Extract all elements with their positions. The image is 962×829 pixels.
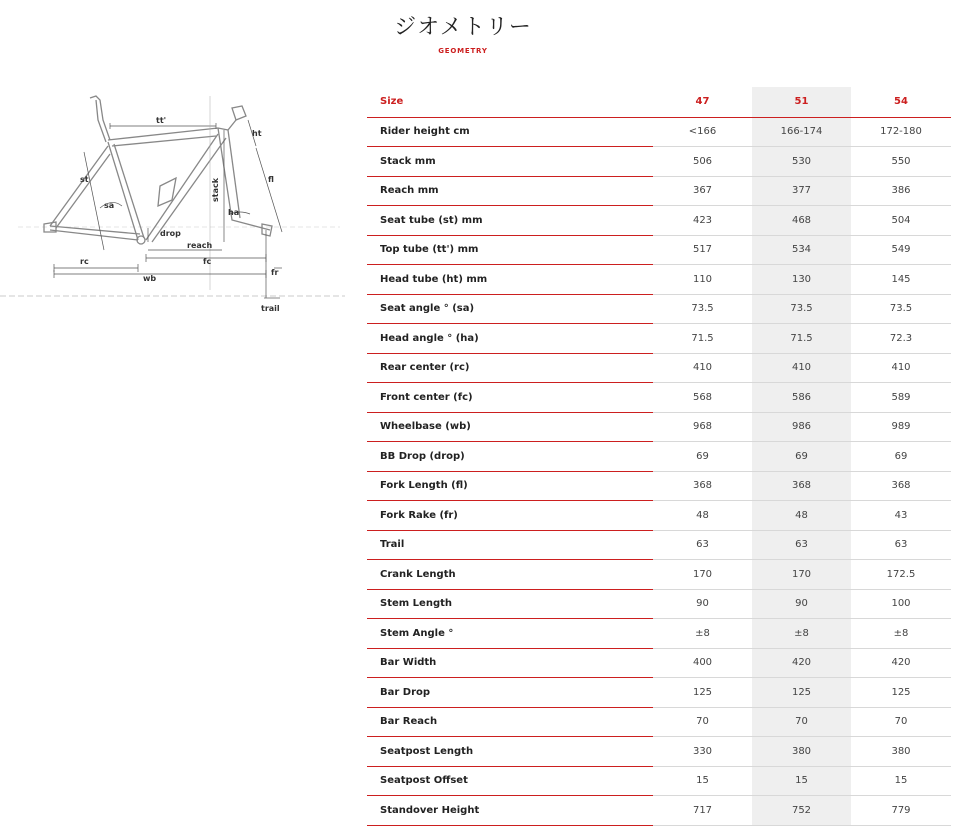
page-title: ジオメトリー xyxy=(394,15,532,40)
cell-size-54: 550 xyxy=(851,147,951,177)
table-row xyxy=(367,353,951,383)
cell-size-51: 70 xyxy=(752,707,851,737)
dimension-lines xyxy=(54,96,282,298)
label-stack: stack xyxy=(211,177,220,202)
table-row xyxy=(367,412,951,442)
cell-size-47: 110 xyxy=(653,265,752,295)
table-row xyxy=(367,589,951,619)
label-fr: fr xyxy=(271,268,279,277)
cell-size-51: 530 xyxy=(752,147,851,177)
cell-size-54: 70 xyxy=(851,707,951,737)
cell-size-51: 63 xyxy=(752,530,851,560)
row-label: Bar Drop xyxy=(367,678,653,708)
label-drop: drop xyxy=(160,229,181,238)
label-sa: sa xyxy=(104,201,115,210)
table-row xyxy=(367,471,951,501)
cell-size-47: 506 xyxy=(653,147,752,177)
cell-size-51: 15 xyxy=(752,766,851,796)
cell-size-54: 63 xyxy=(851,530,951,560)
label-trail: trail xyxy=(261,304,280,313)
row-label: Crank Length xyxy=(367,560,653,590)
cell-size-54: 989 xyxy=(851,412,951,442)
row-label: BB Drop (drop) xyxy=(367,442,653,472)
cell-size-47: 70 xyxy=(653,707,752,737)
size-54-header: 54 xyxy=(851,87,951,117)
cell-size-51: 48 xyxy=(752,501,851,531)
table-row xyxy=(367,648,951,678)
cell-size-47: 517 xyxy=(653,235,752,265)
label-ht: ht xyxy=(252,129,262,138)
row-label: Stack mm xyxy=(367,147,653,177)
cell-size-51: 71.5 xyxy=(752,324,851,354)
cell-size-54: 43 xyxy=(851,501,951,531)
cell-size-51: 125 xyxy=(752,678,851,708)
size-header: Size xyxy=(367,87,653,117)
table-row xyxy=(367,619,951,649)
row-label: Trail xyxy=(367,530,653,560)
cell-size-54: 420 xyxy=(851,648,951,678)
cell-size-51: ±8 xyxy=(752,619,851,649)
row-label: Bar Width xyxy=(367,648,653,678)
row-label: Standover Height xyxy=(367,796,653,826)
cell-size-54: 380 xyxy=(851,737,951,767)
geometry-table xyxy=(367,87,951,826)
table-row xyxy=(367,176,951,206)
cell-size-54: ±8 xyxy=(851,619,951,649)
cell-size-47: 368 xyxy=(653,471,752,501)
cell-size-47: 90 xyxy=(653,589,752,619)
cell-size-54: 73.5 xyxy=(851,294,951,324)
row-label: Rider height cm xyxy=(367,117,653,147)
row-label: Top tube (tt') mm xyxy=(367,235,653,265)
table-row xyxy=(367,206,951,236)
page-subtitle: GEOMETRY xyxy=(438,47,488,55)
cell-size-51: 377 xyxy=(752,176,851,206)
label-fl: fl xyxy=(268,175,274,184)
cell-size-47: 367 xyxy=(653,176,752,206)
table-body xyxy=(367,117,951,825)
cell-size-51: 166-174 xyxy=(752,117,851,147)
label-st: st xyxy=(80,175,89,184)
cell-size-47: 568 xyxy=(653,383,752,413)
table-row xyxy=(367,442,951,472)
label-tt: tt' xyxy=(156,116,167,125)
cell-size-47: ±8 xyxy=(653,619,752,649)
table-row xyxy=(367,147,951,177)
row-label: Front center (fc) xyxy=(367,383,653,413)
row-label: Bar Reach xyxy=(367,707,653,737)
cell-size-54: 100 xyxy=(851,589,951,619)
geometry-diagram xyxy=(0,90,345,320)
cell-size-47: 968 xyxy=(653,412,752,442)
table-row xyxy=(367,235,951,265)
cell-size-54: 69 xyxy=(851,442,951,472)
table-row xyxy=(367,265,951,295)
table-row xyxy=(367,707,951,737)
cell-size-51: 130 xyxy=(752,265,851,295)
cell-size-54: 72.3 xyxy=(851,324,951,354)
row-label: Head angle ° (ha) xyxy=(367,324,653,354)
size-47-header: 47 xyxy=(653,87,752,117)
table-row xyxy=(367,766,951,796)
row-label: Seatpost Length xyxy=(367,737,653,767)
table-header-row xyxy=(367,87,951,117)
row-label: Fork Rake (fr) xyxy=(367,501,653,531)
cell-size-51: 90 xyxy=(752,589,851,619)
table-row xyxy=(367,560,951,590)
label-reach: reach xyxy=(187,241,213,250)
bike-frame-illustration xyxy=(0,90,345,320)
cell-size-51: 420 xyxy=(752,648,851,678)
cell-size-51: 586 xyxy=(752,383,851,413)
cell-size-54: 410 xyxy=(851,353,951,383)
row-label: Seat tube (st) mm xyxy=(367,206,653,236)
cell-size-54: 779 xyxy=(851,796,951,826)
cell-size-51: 73.5 xyxy=(752,294,851,324)
label-wb: wb xyxy=(143,274,157,283)
cell-size-51: 468 xyxy=(752,206,851,236)
cell-size-54: 504 xyxy=(851,206,951,236)
cell-size-51: 534 xyxy=(752,235,851,265)
cell-size-51: 368 xyxy=(752,471,851,501)
cell-size-47: 400 xyxy=(653,648,752,678)
cell-size-51: 170 xyxy=(752,560,851,590)
table-row xyxy=(367,294,951,324)
table-row xyxy=(367,383,951,413)
table-row xyxy=(367,501,951,531)
cell-size-51: 752 xyxy=(752,796,851,826)
table-row xyxy=(367,324,951,354)
cell-size-47: 69 xyxy=(653,442,752,472)
row-label: Seatpost Offset xyxy=(367,766,653,796)
table-row xyxy=(367,117,951,147)
cell-size-54: 368 xyxy=(851,471,951,501)
cell-size-54: 172.5 xyxy=(851,560,951,590)
label-fc: fc xyxy=(203,257,212,266)
cell-size-47: 125 xyxy=(653,678,752,708)
row-label: Reach mm xyxy=(367,176,653,206)
cell-size-47: 410 xyxy=(653,353,752,383)
row-label: Seat angle ° (sa) xyxy=(367,294,653,324)
cell-size-51: 69 xyxy=(752,442,851,472)
cell-size-47: 63 xyxy=(653,530,752,560)
label-rc: rc xyxy=(80,257,89,266)
row-label: Stem Length xyxy=(367,589,653,619)
cell-size-51: 986 xyxy=(752,412,851,442)
cell-size-54: 145 xyxy=(851,265,951,295)
cell-size-47: 717 xyxy=(653,796,752,826)
cell-size-54: 125 xyxy=(851,678,951,708)
label-ha: ha xyxy=(228,208,240,217)
cell-size-47: 423 xyxy=(653,206,752,236)
cell-size-47: 170 xyxy=(653,560,752,590)
size-51-header: 51 xyxy=(752,87,851,117)
cell-size-54: 172-180 xyxy=(851,117,951,147)
table-row xyxy=(367,796,951,826)
cell-size-54: 386 xyxy=(851,176,951,206)
cell-size-54: 15 xyxy=(851,766,951,796)
cell-size-54: 589 xyxy=(851,383,951,413)
cell-size-47: 73.5 xyxy=(653,294,752,324)
cell-size-51: 410 xyxy=(752,353,851,383)
cell-size-47: <166 xyxy=(653,117,752,147)
cell-size-47: 71.5 xyxy=(653,324,752,354)
row-label: Fork Length (fl) xyxy=(367,471,653,501)
table-row xyxy=(367,737,951,767)
cell-size-47: 15 xyxy=(653,766,752,796)
table-row xyxy=(367,678,951,708)
row-label: Stem Angle ° xyxy=(367,619,653,649)
row-label: Rear center (rc) xyxy=(367,353,653,383)
cell-size-51: 380 xyxy=(752,737,851,767)
cell-size-47: 48 xyxy=(653,501,752,531)
cell-size-54: 549 xyxy=(851,235,951,265)
row-label: Head tube (ht) mm xyxy=(367,265,653,295)
cell-size-47: 330 xyxy=(653,737,752,767)
row-label: Wheelbase (wb) xyxy=(367,412,653,442)
table-row xyxy=(367,530,951,560)
